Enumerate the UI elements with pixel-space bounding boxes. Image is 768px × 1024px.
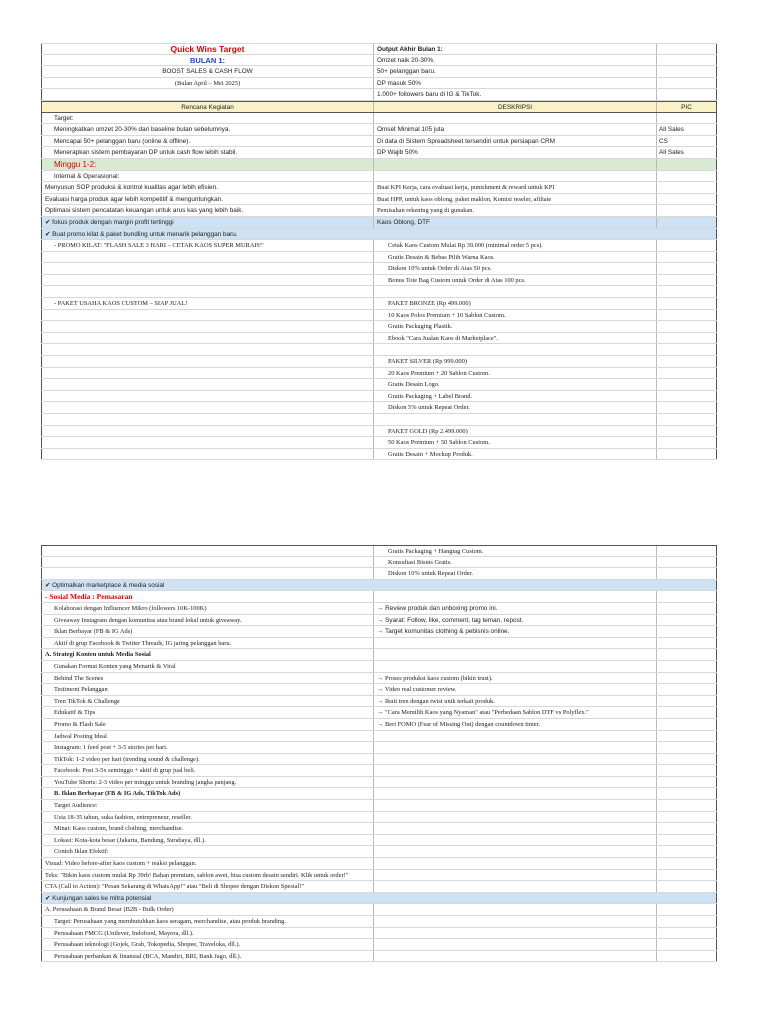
cell-pic: All Sales <box>657 124 717 135</box>
cell-kegiatan: Kolaborasi dengan Influencer Mikro (followers 10K-100K) <box>41 603 374 614</box>
table-row <box>41 147 717 159</box>
cell-kegiatan: Menerapkan sistem pembayaran DP untuk cash flow lebih stabil. <box>41 147 374 158</box>
table-row <box>41 638 717 650</box>
paket-item: Diskon 5% untuk Repeat Order. <box>374 402 657 413</box>
header-pic: PIC <box>657 102 717 112</box>
audience-item: Lokasi: Kota-kota besar (Jakarta, Bandung, Surabaya, dll.). <box>41 835 374 846</box>
table-row <box>41 426 717 438</box>
paket-item: Konsultasi Bisnis Gratis. <box>374 557 657 568</box>
table-row <box>41 568 717 580</box>
quick-wins-title: Quick Wins Target <box>41 44 374 54</box>
table-row <box>41 731 717 743</box>
cell-kegiatan: Giveaway Instagram dengan komunitas atau brand lokal untuk giveaway. <box>41 615 374 626</box>
optimalkan-row <box>41 580 717 592</box>
cell-deskripsi: → Video real customer review. <box>374 684 657 695</box>
table-row <box>41 449 717 461</box>
title-row-1 <box>41 43 717 55</box>
paket-item: 10 Kaos Polos Premium + 10 Sablon Custom. <box>374 310 657 321</box>
audience-item: Minat: Kaos custom, brand clothing, merchandise. <box>41 823 374 834</box>
promo-header-row <box>41 229 717 241</box>
table-row <box>41 414 717 426</box>
table-row <box>41 615 717 627</box>
sheet-page-1 <box>41 43 717 460</box>
paket-item: PAKET GOLD (Rp 2.499.000) <box>374 426 657 437</box>
cta-line: CTA (Call to Action): "Pesan Sekarang di WhatsApp!" atau "Beli di Shopee dengan Diskon Spesial!" <box>41 881 374 892</box>
promo-kilat-title: - PROMO KILAT: "FLASH SALE 3 HARI – CETAK KAOS SUPER MURAH!" <box>41 240 374 251</box>
cell-deskripsi: → Proses produksi kaos custom (bikin trust). <box>374 673 657 684</box>
table-row <box>41 124 717 136</box>
perusahaan-title: A. Perusahaan & Brand Besar (B2B - Bulk Order) <box>41 904 374 915</box>
cell-deskripsi: Pemisahan rekening yang di gunakan. <box>374 205 657 216</box>
promo-item: Diskon 10% untuk Order di Atas 50 pcs. <box>374 263 657 274</box>
table-row <box>41 870 717 882</box>
cell-deskripsi: → Syarat: Follow, like, comment, tag teman, repost. <box>374 615 657 626</box>
table-row <box>41 916 717 928</box>
cell-kegiatan: Menyusun SOP produksi & kontrol kualitas agar lebih efisien. <box>41 182 374 193</box>
title-row-2 <box>41 55 717 67</box>
cell-deskripsi: → Ikuti tren dengan twist unik terkait produk. <box>374 696 657 707</box>
audience-item: Target Audience: <box>41 800 374 811</box>
paket-item: PAKET SILVER (Rp 999.000) <box>374 356 657 367</box>
output-item: 1.000+ followers baru di IG & TikTok. <box>374 89 657 100</box>
cell-kegiatan: Meningkatkan omzet 20-30% dari baseline bulan sebelumnya. <box>41 124 374 135</box>
audience-item: Usia 18-35 tahun, suka fashion, entrepreneur, reseller. <box>41 812 374 823</box>
cell-kegiatan: Mencapai 50+ pelanggan baru (online & offline). <box>41 136 374 147</box>
paket-item: Gratis Desain Logo. <box>374 379 657 390</box>
perusahaan-item: Perusahaan perbankan & finansial (BCA, Mandiri, BRI, Bank Jago, dll.). <box>41 951 374 962</box>
minggu-label: Minggu 1-2: <box>41 159 374 170</box>
table-row <box>41 205 717 217</box>
table-row <box>41 356 717 368</box>
table-row <box>41 298 717 310</box>
promo-item: Bonus Tote Bag Custom untuk Order di Atas 100 pcs. <box>374 275 657 286</box>
table-row <box>41 333 717 345</box>
title-row-3 <box>41 66 717 78</box>
table-row <box>41 136 717 148</box>
table-row <box>41 557 717 569</box>
table-row <box>41 649 717 661</box>
table-row <box>41 286 717 298</box>
table-row <box>41 113 717 125</box>
perusahaan-item: Target: Perusahaan yang membutuhkan kaos seragam, merchandise, atau produk branding. <box>41 916 374 927</box>
table-row <box>41 904 717 916</box>
cell-kegiatan: Optimasi sistem pencatatan keuangan untuk arus kas yang lebih baik. <box>41 205 374 216</box>
table-row <box>41 835 717 847</box>
strategi-format: Gunakan Format Konten yang Menarik & Viral <box>41 661 374 672</box>
jadwal-item: Instagram: 1 feed post + 3-5 stories per hari. <box>41 742 374 753</box>
table-row <box>41 951 717 963</box>
cell-kegiatan: Edukatif & Tips <box>41 707 374 718</box>
fokus-label: ✔ fokus produk dengan margin profit tertinggi <box>41 217 374 228</box>
output-item: Omzet naik 20-30%. <box>374 55 657 66</box>
strategi-title: A. Strategi Konten untuk Media Sosial <box>41 649 374 660</box>
sosmed-title: - Sosial Media : Pemasaran <box>41 591 374 602</box>
table-row <box>41 928 717 940</box>
table-row <box>41 719 717 731</box>
cell-kegiatan: Aktif di grup Facebook & Twitter Threads, IG jaring pelanggan baru. <box>41 638 374 649</box>
bulan-label: BULAN 1: <box>41 55 374 66</box>
fokus-row <box>41 217 717 229</box>
minggu-row <box>41 159 717 171</box>
paket-item: PAKET BRONZE (Rp 499.000) <box>374 298 657 309</box>
table-row <box>41 673 717 685</box>
internal-label: Internal & Operasional: <box>41 171 374 182</box>
promo-item: Gratis Desain & Bebas Pilih Warna Kaos. <box>374 252 657 263</box>
table-row <box>41 754 717 766</box>
table-row <box>41 310 717 322</box>
paket-item: 50 Kaos Premium + 50 Sablon Custom. <box>374 437 657 448</box>
table-row <box>41 603 717 615</box>
promo-header: ✔ Buat promo kilat & paket bundling untuk menarik pelanggan baru. <box>41 229 657 240</box>
cell-deskripsi: Buat KPI Kerja, cara evaluasi kerja, punishment & reward untuk KPI <box>374 182 657 193</box>
cell-pic: CS <box>657 136 717 147</box>
table-row <box>41 194 717 206</box>
perusahaan-item: Perusahaan FMCG (Unilever, Indofood, Mayora, dll.). <box>41 928 374 939</box>
cell-deskripsi: → Beri FOMO (Fear of Missing Out) dengan countdown timer. <box>374 719 657 730</box>
boost-label: BOOST SALES & CASH FLOW <box>41 66 374 77</box>
table-row <box>41 707 717 719</box>
table-row <box>41 800 717 812</box>
paket-item: Ebook "Cara Jualan Kaos di Marketplace". <box>374 333 657 344</box>
table-row <box>41 545 717 557</box>
iklan-title: B. Iklan Berbayar (FB & IG Ads, TikTok Ads) <box>41 788 374 799</box>
kunjungan-row <box>41 893 717 905</box>
header-deskripsi: DESKRIPSI <box>374 102 657 112</box>
fokus-deskripsi: Kaos Oblong, DTF <box>374 217 657 228</box>
table-row <box>41 252 717 264</box>
table-row <box>41 823 717 835</box>
cell-deskripsi: Di data di Sistem Spreadsheet tersendiri untuk persiapan CRM <box>374 136 657 147</box>
table-row <box>41 182 717 194</box>
output-item: 50+ pelanggan baru. <box>374 66 657 77</box>
cell-kegiatan: Testimoni Pelanggan <box>41 684 374 695</box>
table-row <box>41 391 717 403</box>
table-row <box>41 591 717 603</box>
cell-kegiatan: Behind The Scenes <box>41 673 374 684</box>
visual-line: Visual: Video before-after kaos custom + reaksi pelanggan. <box>41 858 374 869</box>
table-row <box>41 881 717 893</box>
table-row <box>41 171 717 183</box>
table-row <box>41 402 717 414</box>
cell-deskripsi: → "Cara Memilih Kaos yang Nyaman" atau "Perbedaan Sablon DTF vs Polyflex." <box>374 707 657 718</box>
table-row <box>41 696 717 708</box>
cell-pic: All Sales <box>657 147 717 158</box>
paket-item: Gratis Packaging + Label Brand. <box>374 391 657 402</box>
paket-item: Diskon 10% untuk Repeat Order. <box>374 568 657 579</box>
promo-item: Cetak Kaos Custom Mulai Rp 39.000 (minimal order 5 pcs). <box>374 240 657 251</box>
table-row <box>41 368 717 380</box>
output-label: Output Akhir Bulan 1: <box>374 44 657 54</box>
table-row <box>41 661 717 673</box>
table-row <box>41 846 717 858</box>
table-row <box>41 777 717 789</box>
table-row <box>41 344 717 356</box>
table-row <box>41 240 717 252</box>
table-header <box>41 101 717 113</box>
paket-item: Gratis Packaging + Hangtag Custom. <box>374 546 657 556</box>
audience-item: Contoh Iklan Efektif: <box>41 846 374 857</box>
output-item: DP masuk 50% <box>374 78 657 89</box>
paket-item: 20 Kaos Premium + 20 Sablon Custom. <box>374 368 657 379</box>
table-row <box>41 858 717 870</box>
sheet-page-2 <box>41 545 717 962</box>
jadwal-item: YouTube Shorts: 2-3 video per minggu untuk branding jangka panjang. <box>41 777 374 788</box>
table-row <box>41 765 717 777</box>
paket-item: Gratis Desain + Mockup Produk. <box>374 449 657 460</box>
jadwal-item: Facebook: Post 3-5x seminggu + aktif di grup jual beli. <box>41 765 374 776</box>
table-row <box>41 379 717 391</box>
table-row <box>41 275 717 287</box>
cell-kegiatan: Evaluasi harga produk agar lebih kompetitif & menguntungkan. <box>41 194 374 205</box>
period-label: (Bulan April – Mei 2025) <box>41 78 374 89</box>
target-label: Target: <box>41 113 374 124</box>
teks-line: Teks: "Bikin kaos custom mulai Rp 39rb! Bahan premium, sablon awet, bisa custom desain sendiri. Klik untuk order!" <box>41 870 374 881</box>
perusahaan-item: Perusahaan teknologi (Gojek, Grab, Tokopedia, Shopee, Traveloka, dll.). <box>41 939 374 950</box>
cell-deskripsi: → Target komunitas clothing & pebisnis online. <box>374 626 657 637</box>
table-row <box>41 788 717 800</box>
table-row <box>41 939 717 951</box>
cell-deskripsi: Buat HPP, untuk kaos oblong, paket maklon, Komisi reseler, afiliate <box>374 194 657 205</box>
table-row <box>41 437 717 449</box>
jadwal-item: TikTok: 1-2 video per hari (trending sound & challenge). <box>41 754 374 765</box>
optimalkan-label: ✔ Optimalkan marketplace & media sosial <box>41 580 657 591</box>
table-row <box>41 263 717 275</box>
paket-usaha-title: - PAKET USAHA KAOS CUSTOM – SIAP JUAL! <box>41 298 374 309</box>
cell-deskripsi: Omset Minimal 105 juta <box>374 124 657 135</box>
kunjungan-label: ✔ Kunjungan sales ke mitra potensial <box>41 893 657 904</box>
jadwal-title: Jadwal Posting Ideal <box>41 731 374 742</box>
table-row <box>41 742 717 754</box>
cell-deskripsi: DP Wajib 50% <box>374 147 657 158</box>
cell-kegiatan: Tren TikTok & Challenge <box>41 696 374 707</box>
table-row <box>41 626 717 638</box>
header-rencana: Rencana Kegiatan <box>41 102 374 112</box>
table-row <box>41 812 717 824</box>
cell-kegiatan: Iklan Berbayar (FB & IG Ads) <box>41 626 374 637</box>
table-row <box>41 684 717 696</box>
cell-kegiatan: Promo & Flash Sale <box>41 719 374 730</box>
paket-item: Gratis Packaging Plastik. <box>374 321 657 332</box>
title-row-4 <box>41 78 717 90</box>
title-row-5 <box>41 89 717 101</box>
cell-deskripsi: → Review produk dan unboxing promo ini. <box>374 603 657 614</box>
table-row <box>41 321 717 333</box>
